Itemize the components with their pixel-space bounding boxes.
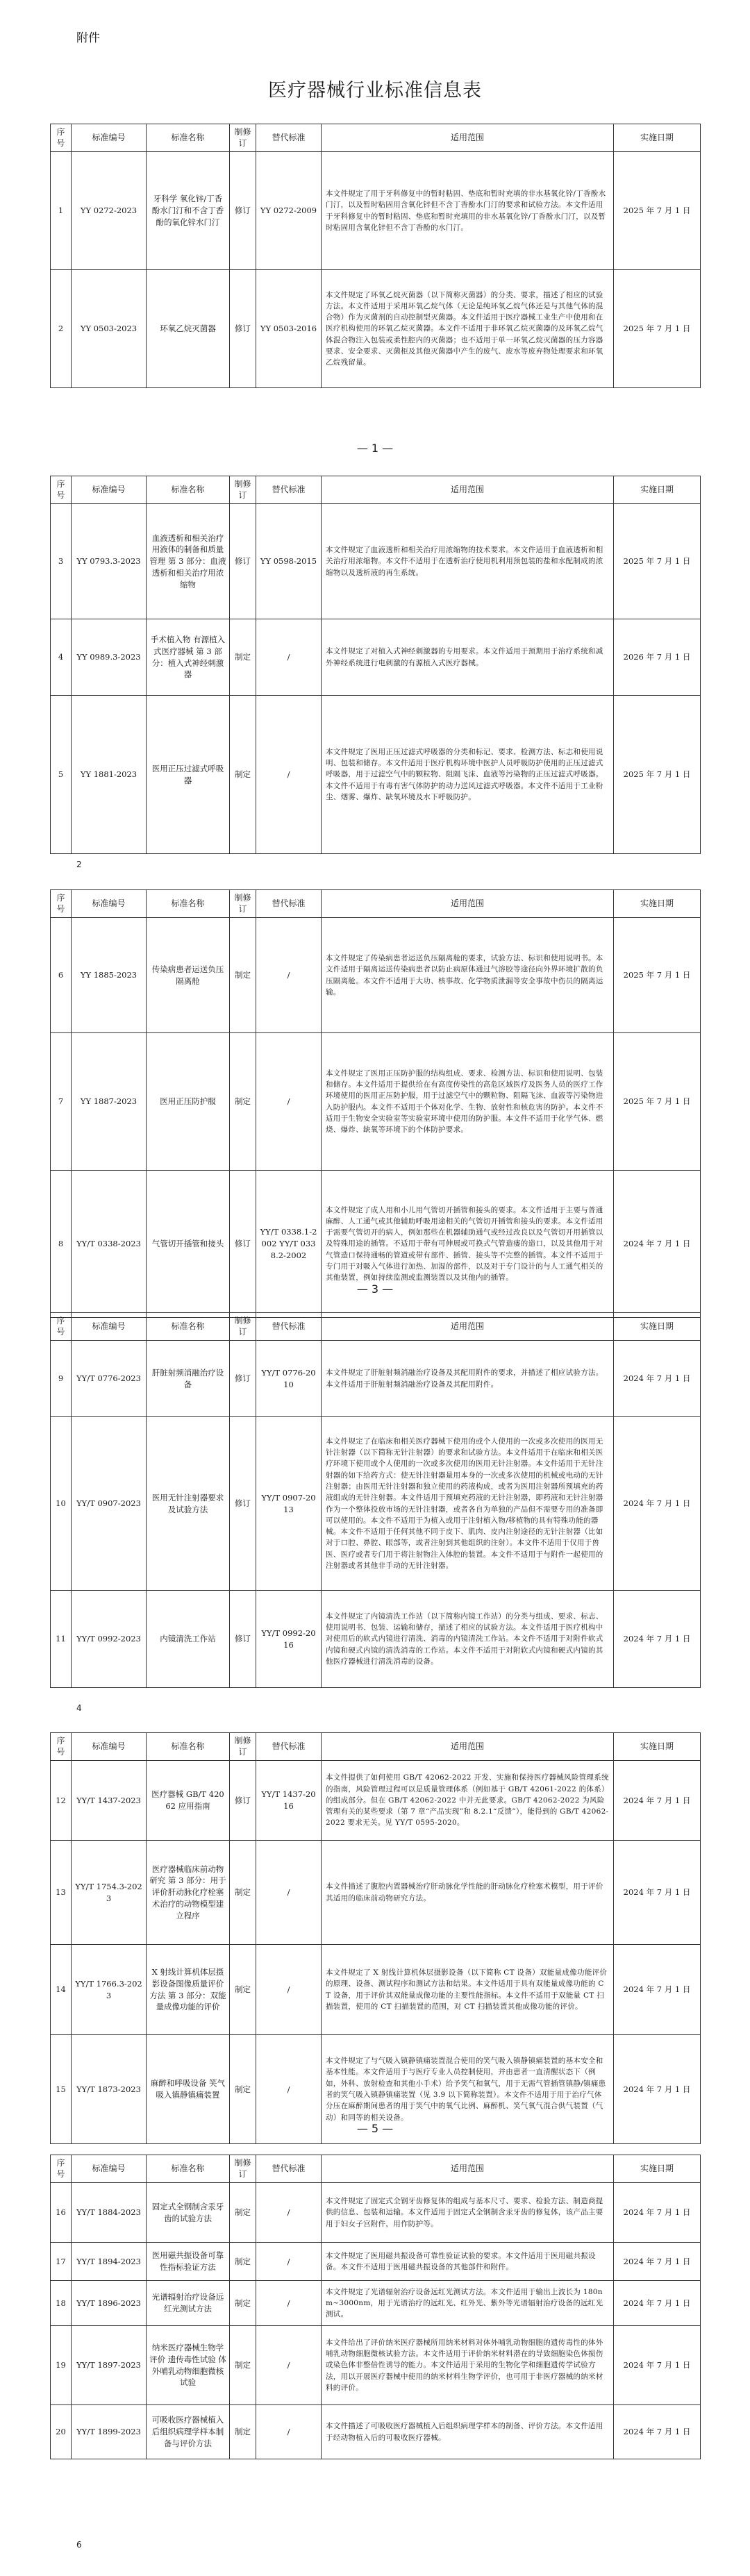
scope-text: 本文件规定了光谱辐射治疗设备远红光测试方法。本文件适用于输出上波长为 180nm~3000nm，用于光谱治疗的远红光、红外光、紫外等光谱辐射治疗设备的远红光测试。 bbox=[322, 2281, 614, 2326]
column-header: 标准编号 bbox=[72, 1733, 147, 1761]
scope-text: 本文件规定了在临床和相关医疗器械下使用的或个人使用的一次或多次使用的医用无针注射器（以下简称无针注射器）的要求和试验方法。本文件适用于在临床和相关医疗环境下使用或个人使用的一次或多次使用的医用无针注射器。本文件适用于无针注射器的如下给药方式：使无针注射器量用本身的一次或多次使用的机械或电动的无针注射器；由医用无针注射器和独立使用的药液构成，或者为医用注射器所预填充的药液组成的无针注射器。本文件适用于预填充药液的无针注射器，即药液和无针注射器作为一个整体投放市场的无针注射器，或者各自为单独的产品但不需要专用的准备即可以使用的。本文件不适用于为植入或用于注射植入物/移植物的具有特殊功能的器械。本文件不适用于任何其他不同于皮下、肌肉、皮内注射途径的无针注射器（比如对于口腔、鼻腔、眼部等，或者注射到其他组织的注射）。本文件不适用于仅用于兽医、医疗或者专门用于将注射物注入体腔的装置。本文件不适用于与附件一起使用的注射器或者其他非手动的无针注射器。 bbox=[322, 1417, 614, 1591]
effective-date: 2024 年 7 月 1 日 bbox=[614, 2183, 701, 2243]
column-header: 序号 bbox=[51, 2155, 72, 2183]
replaced-standard: / bbox=[256, 1841, 322, 1945]
row-number: 15 bbox=[51, 2035, 72, 2144]
standard-code: YY/T 1896-2023 bbox=[72, 2281, 147, 2326]
row-number: 1 bbox=[51, 152, 72, 270]
replaced-standard: YY/T 0992-2016 bbox=[256, 1591, 322, 1688]
scope-text: 本文件规定了固定式全钢牙齿修复体的组成与基本尺寸、要求、检验方法、制造商提供的信息、包装和运输。本文件适用于固定式全钢制含汞牙齿的修复体，该产品主要用于妇女子宫附件，用作防护等。 bbox=[322, 2183, 614, 2243]
revision-type: 修订 bbox=[230, 1341, 256, 1417]
standard-code: YY 1885-2023 bbox=[72, 918, 147, 1033]
revision-type: 制定 bbox=[230, 2243, 256, 2281]
replaced-standard: YY/T 0907-2013 bbox=[256, 1417, 322, 1591]
row-number: 10 bbox=[51, 1417, 72, 1591]
column-header: 标准名称 bbox=[147, 890, 230, 918]
scope-text: 本文件规定了医用磁共振设备可靠性验证试验的要求。本文件适用于医用磁共振设备。本文件不适用于医用磁共振设备的其他部件和附件。 bbox=[322, 2243, 614, 2281]
replaced-standard: YY 0272-2009 bbox=[256, 152, 322, 270]
row-number: 5 bbox=[51, 696, 72, 854]
effective-date: 2025 年 7 月 1 日 bbox=[614, 152, 701, 270]
scope-text: 本文件规定了与气吸入镇静镇痛装置混合使用的笑气吸入镇静镇痛装置的基本安全和基本性能。本文件适用于与医疗专业人员控制使用，并由患者一直清醒状态下（例如，外科、放射检查和其他小手术）给予笑气和氧气，用于无需气管插管镇静/镇痛患者的笑气吸入镇静镇痛装置（见 3.9 以下简称装置）。本文件不适用于用于治疗气体分压在麻醉期间患者的用于笑气中的氧气比例、麻醉机、笑气氧气混合供气装置（气动）和同等的相关设备。 bbox=[322, 2035, 614, 2144]
row-number: 7 bbox=[51, 1033, 72, 1171]
replaced-standard: / bbox=[256, 1033, 322, 1171]
scope-text: 本文件规定了医用正压防护服的结构组成、要求、检测方法、标识和使用说明、包装和储存。本文件适用于提供给在有高度传染性的高危区域医疗及医务人员的医疗工作环境使用的医用正压防护服，用于过滤空气中的颗粒物、阻隔飞沫、血液等污染物进入防护服内。本文件不适用于个体对化学、生物、放射性和核危害的防护。本文件不适用于生物安全实验室等实验室环境中使用的防护服。本文件不适用于化学气体、燃烧、爆炸、缺氧等环境下的个体防护要求。 bbox=[322, 1033, 614, 1171]
column-header: 制修订 bbox=[230, 124, 256, 152]
row-number: 12 bbox=[51, 1761, 72, 1841]
column-header: 适用范围 bbox=[322, 890, 614, 918]
standard-name: 医用无针注射器要求及试验方法 bbox=[147, 1417, 230, 1591]
standards-table bbox=[50, 124, 701, 388]
standard-code: YY/T 0776-2023 bbox=[72, 1341, 147, 1417]
column-header: 适用范围 bbox=[322, 124, 614, 152]
row-number: 20 bbox=[51, 2405, 72, 2459]
scope-text: 本文件规定了血液透析和相关治疗用浓缩物的技术要求。本文件适用于血液透析和相关治疗用浓缩物。本文件不适用于在透析治疗使用机利用预包装的盐和水配制成的浓缩物以及透析液的再生系统。 bbox=[322, 504, 614, 619]
column-header: 适用范围 bbox=[322, 2155, 614, 2183]
standard-name: 纳米医疗器械生物学评价 遗传毒性试验 体外哺乳动物细胞微核试验 bbox=[147, 2326, 230, 2405]
table-row bbox=[51, 2326, 701, 2405]
standard-name: X 射线计算机体层摄影设备图像质量评价方法 第 3 部分：双能量成像功能的评价 bbox=[147, 1945, 230, 2035]
standards-table bbox=[50, 1732, 701, 2144]
table-row bbox=[51, 504, 701, 619]
effective-date: 2025 年 7 月 1 日 bbox=[614, 918, 701, 1033]
effective-date: 2024 年 7 月 1 日 bbox=[614, 2326, 701, 2405]
scope-text: 本文件规定了对植入式神经刺激器的专用要求。本文件适用于预期用于治疗系统和减外神经系统进行电刺激的有源植入式医疗器械。 bbox=[322, 619, 614, 696]
revision-type: 制定 bbox=[230, 696, 256, 854]
standard-code: YY/T 1873-2023 bbox=[72, 2035, 147, 2144]
column-header: 适用范围 bbox=[322, 476, 614, 504]
effective-date: 2025 年 7 月 1 日 bbox=[614, 696, 701, 854]
table-header-row bbox=[51, 2155, 701, 2183]
column-header: 标准名称 bbox=[147, 2155, 230, 2183]
standard-code: YY/T 1899-2023 bbox=[72, 2405, 147, 2459]
standard-name: 医用正压过滤式呼吸器 bbox=[147, 696, 230, 854]
page-number: — 3 — bbox=[356, 1282, 394, 1296]
table-row bbox=[51, 2405, 701, 2459]
page-number: 2 bbox=[76, 860, 82, 869]
column-header: 序号 bbox=[51, 124, 72, 152]
replaced-standard: / bbox=[256, 2243, 322, 2281]
row-number: 14 bbox=[51, 1945, 72, 2035]
column-header: 制修订 bbox=[230, 2155, 256, 2183]
standard-code: YY/T 1894-2023 bbox=[72, 2243, 147, 2281]
standard-name: 手术植入物 有源植入式医疗器械 第 3 部分：植入式神经刺激器 bbox=[147, 619, 230, 696]
row-number: 13 bbox=[51, 1841, 72, 1945]
replaced-standard: YY/T 0776-2010 bbox=[256, 1341, 322, 1417]
standard-name: 环氧乙烷灭菌器 bbox=[147, 270, 230, 388]
standard-code: YY/T 1766.3-2023 bbox=[72, 1945, 147, 2035]
replaced-standard: / bbox=[256, 2326, 322, 2405]
table-row bbox=[51, 918, 701, 1033]
standard-name: 医疗器械 GB/T 42062 应用指南 bbox=[147, 1761, 230, 1841]
table-row bbox=[51, 1945, 701, 2035]
scope-text: 本文件规定了 X 射线计算机体层摄影设备（以下简称 CT 设备）双能量成像功能评价的原理、设备、测试程序和测试方法和结果。本文件适用于具有双能量成像功能的 CT 设备，用于评价其双能量成像功能的主要性能指标。本文件不适用于双能量 CT 扫描装置，使用的 CT 扫描装置的范围，对 CT 扫描装置其他成像功能的评价。 bbox=[322, 1945, 614, 2035]
revision-type: 制定 bbox=[230, 2326, 256, 2405]
effective-date: 2024 年 7 月 1 日 bbox=[614, 1341, 701, 1417]
revision-type: 修订 bbox=[230, 152, 256, 270]
scope-text: 本文件描述了可吸收医疗器械植入后组织病理学样本的制备、评价方法。本文件适用于经动物植入后的可吸收医疗器械。 bbox=[322, 2405, 614, 2459]
column-header: 标准编号 bbox=[72, 124, 147, 152]
replaced-standard: / bbox=[256, 918, 322, 1033]
revision-type: 修订 bbox=[230, 270, 256, 388]
scope-text: 本文件给出了评价纳米医疗器械所用纳米材料对体外哺乳动物细胞的遗传毒性的体外哺乳动物细胞微核试验方法。本文件适用于评价纳米材料潜在的导致细胞染色体损伤或染色体非整倍性诱导的能力。本文件适用于采用的生物化学和细胞遗传学试验方法，用以开展医疗器械中使用的纳米材料生物学评价，也可用于非医疗器械的纳米材料的评价。 bbox=[322, 2326, 614, 2405]
row-number: 2 bbox=[51, 270, 72, 388]
scope-text: 本文件规定了内镜清洗工作站（以下简称内镜工作站）的分类与组成、要求、标志、使用说明书、包装、运输和储存，描述了相应的试验方法。本文件适用于医疗机构中对使用后的软式内镜进行清洗、消毒的内镜清洗工作站。本文件不适用于对附件软式内镜和硬式内镜的清洗消毒的工作站。本文件不适用于对附软式内镜和硬式内镜的其他医疗器械进行清洗消毒的设备。 bbox=[322, 1591, 614, 1688]
revision-type: 修订 bbox=[230, 504, 256, 619]
standard-code: YY/T 1897-2023 bbox=[72, 2326, 147, 2405]
standard-name: 固定式全钢制含汞牙齿的试验方法 bbox=[147, 2183, 230, 2243]
column-header: 替代标准 bbox=[256, 476, 322, 504]
effective-date: 2025 年 7 月 1 日 bbox=[614, 504, 701, 619]
table-row bbox=[51, 152, 701, 270]
scope-text: 本文件规定了环氧乙烷灭菌器（以下简称灭菌器）的分类、要求，描述了相应的试验方法。本文件适用于采用环氧乙烷气体（无论是纯环氧乙烷气体还是与其他气体的混合物）作为灭菌剂的自动控制型灭菌器。本文件适用于医疗器械工业生产中使用和在医疗机构使用的环氧乙烷灭菌器。本文件不适用于非环氧乙烷灭菌器的及环氧乙烷气体混合物注入包装或柔性腔内的灭菌器；也不适用于单一环氧乙烷灭菌器的压力容器要求、安全要求、灭菌柜及其他灭菌器中产生的废气、废水等废弃物处理要求和环氧乙烷残留量。 bbox=[322, 270, 614, 388]
effective-date: 2026 年 7 月 1 日 bbox=[614, 619, 701, 696]
standards-table bbox=[50, 2155, 701, 2459]
revision-type: 制定 bbox=[230, 1841, 256, 1945]
column-header: 标准名称 bbox=[147, 1313, 230, 1341]
column-header: 实施日期 bbox=[614, 476, 701, 504]
page-number: 6 bbox=[76, 2540, 82, 2550]
effective-date: 2024 年 7 月 1 日 bbox=[614, 1945, 701, 2035]
replaced-standard: / bbox=[256, 2035, 322, 2144]
revision-type: 制定 bbox=[230, 2405, 256, 2459]
row-number: 4 bbox=[51, 619, 72, 696]
revision-type: 制定 bbox=[230, 918, 256, 1033]
replaced-standard: / bbox=[256, 696, 322, 854]
effective-date: 2025 年 7 月 1 日 bbox=[614, 270, 701, 388]
table-row bbox=[51, 270, 701, 388]
revision-type: 制定 bbox=[230, 2035, 256, 2144]
standard-name: 内镜清洗工作站 bbox=[147, 1591, 230, 1688]
standard-code: YY/T 1754.3-2023 bbox=[72, 1841, 147, 1945]
replaced-standard: YY/T 0338.1-2002 YY/T 0338.2-2002 bbox=[256, 1171, 322, 1318]
page-number: 4 bbox=[76, 1703, 82, 1713]
standard-code: YY 0503-2023 bbox=[72, 270, 147, 388]
effective-date: 2024 年 7 月 1 日 bbox=[614, 1171, 701, 1318]
standard-name: 血液透析和相关治疗用液体的制备和质量管理 第 3 部分：血液透析和相关治疗用浓缩物 bbox=[147, 504, 230, 619]
column-header: 标准名称 bbox=[147, 1733, 230, 1761]
column-header: 序号 bbox=[51, 890, 72, 918]
standard-code: YY 1881-2023 bbox=[72, 696, 147, 854]
row-number: 3 bbox=[51, 504, 72, 619]
column-header: 替代标准 bbox=[256, 1733, 322, 1761]
standard-name: 传染病患者运送负压隔离舱 bbox=[147, 918, 230, 1033]
table-row bbox=[51, 696, 701, 854]
table-row bbox=[51, 1761, 701, 1841]
effective-date: 2024 年 7 月 1 日 bbox=[614, 2035, 701, 2144]
attachment-label: 附件 bbox=[76, 31, 100, 45]
scope-text: 本文件规定了医用正压过滤式呼吸器的分类和标记、要求、检测方法、标志和使用说明、包装和储存。本文件适用于医疗机构环境中医护人员呼吸防护使用的正压过滤式呼吸器，用于过滤空气中的颗粒物、阻隔飞沫、血液等污染物的正压过滤式呼吸器。本文件不适用于有毒有害气体防护的动力送风过滤式呼吸器。本文件不适用于工业粉尘、烟雾、爆炸、缺氧环境及水下呼吸防护。 bbox=[322, 696, 614, 854]
table-header-row bbox=[51, 890, 701, 918]
standard-name: 牙科学 氧化锌/丁香酚水门汀和不含丁香酚的氧化锌水门汀 bbox=[147, 152, 230, 270]
effective-date: 2024 年 7 月 1 日 bbox=[614, 2243, 701, 2281]
column-header: 标准编号 bbox=[72, 890, 147, 918]
table-row bbox=[51, 1341, 701, 1417]
column-header: 适用范围 bbox=[322, 1313, 614, 1341]
column-header: 替代标准 bbox=[256, 2155, 322, 2183]
column-header: 实施日期 bbox=[614, 1733, 701, 1761]
column-header: 序号 bbox=[51, 476, 72, 504]
replaced-standard: YY 0503-2016 bbox=[256, 270, 322, 388]
column-header: 适用范围 bbox=[322, 1733, 614, 1761]
replaced-standard: / bbox=[256, 2405, 322, 2459]
column-header: 替代标准 bbox=[256, 124, 322, 152]
column-header: 实施日期 bbox=[614, 890, 701, 918]
standard-code: YY/T 1437-2023 bbox=[72, 1761, 147, 1841]
effective-date: 2025 年 7 月 1 日 bbox=[614, 1033, 701, 1171]
column-header: 标准名称 bbox=[147, 124, 230, 152]
revision-type: 修订 bbox=[230, 1761, 256, 1841]
column-header: 替代标准 bbox=[256, 890, 322, 918]
page-number: — 5 — bbox=[356, 2122, 394, 2135]
row-number: 17 bbox=[51, 2243, 72, 2281]
row-number: 16 bbox=[51, 2183, 72, 2243]
standard-code: YY/T 1884-2023 bbox=[72, 2183, 147, 2243]
standard-code: YY 0989.3-2023 bbox=[72, 619, 147, 696]
table-header-row bbox=[51, 1313, 701, 1341]
table-row bbox=[51, 1841, 701, 1945]
replaced-standard: / bbox=[256, 2281, 322, 2326]
column-header: 标准编号 bbox=[72, 476, 147, 504]
standard-code: YY 0793.3-2023 bbox=[72, 504, 147, 619]
revision-type: 制定 bbox=[230, 2281, 256, 2326]
standard-code: YY 0272-2023 bbox=[72, 152, 147, 270]
column-header: 替代标准 bbox=[256, 1313, 322, 1341]
replaced-standard: / bbox=[256, 619, 322, 696]
standard-name: 可吸收医疗器械植入后组织病理学样本制备与评价方法 bbox=[147, 2405, 230, 2459]
row-number: 6 bbox=[51, 918, 72, 1033]
standard-name: 医用正压防护服 bbox=[147, 1033, 230, 1171]
standard-name: 肝脏射频消融治疗设备 bbox=[147, 1341, 230, 1417]
table-header-row bbox=[51, 124, 701, 152]
scope-text: 本文件规定了传染病患者运送负压隔离舱的要求，试验方法、标识和使用说明书。本文件适用于隔离运送传染病患者以防止病原体通过气溶胶等途径向外界环境扩散的负压隔离舱。本文件不适用于大功、核事故、化学物质泄漏等安全事故中伤员的隔离运输。 bbox=[322, 918, 614, 1033]
scope-text: 本文件规定了肝脏射频消融治疗设备及其配用附件的要求，并描述了相应试验方法。本文件适用于肝脏射频消融治疗设备及其配用附件。 bbox=[322, 1341, 614, 1417]
revision-type: 修订 bbox=[230, 1171, 256, 1318]
scope-text: 本文件规定了成人用和小儿用气管切开插管和接头的要求。本文件适用于主要与普通麻醉、人工通气或其他辅助呼吸用途相关的气管切开插管和接头的要求。本文件适用于需要气管切开的病人，例如那些在机器辅助通气或经过改良以及气管切开用插管以及特殊用途的插管。不适用于带有可伸展或可换式气管造瘘的造口，以及其他用于对气管造口保持通畅的管道或带有部件、插管、接头等不完整的插管。本文件不适用于专门用于对吸入气体进行加热、加湿的部件，以及对于专门设计的与人工通气相关的其他装置，例如持续监测或监测装置以及其他内的插管。 bbox=[322, 1171, 614, 1318]
standard-code: YY 1887-2023 bbox=[72, 1033, 147, 1171]
table-row bbox=[51, 1033, 701, 1171]
table-row bbox=[51, 1417, 701, 1591]
revision-type: 制定 bbox=[230, 2183, 256, 2243]
standard-code: YY/T 0907-2023 bbox=[72, 1417, 147, 1591]
scope-text: 本文件提供了如何使用 GB/T 42062-2022 开发、实施和保持医疗器械风险管理系统的指南，风险管理过程可以是质量管理体系（例如基于 GB/T 42061-2022 的体系）的组成部分。但在 GB/T 42062-2022 中并无此要求。GB/T 42062-2022 为风险管理有关的某些要求（第 7 章“产品实现”和 8.2.1“反馈”），能得到的 GB/T 42062-2022 要求无关。见 YY/T 0595-2020。 bbox=[322, 1761, 614, 1841]
table-row bbox=[51, 2243, 701, 2281]
replaced-standard: / bbox=[256, 1945, 322, 2035]
standard-name: 医用磁共振设备可靠性指标验证方法 bbox=[147, 2243, 230, 2281]
standard-name: 气管切开插管和接头 bbox=[147, 1171, 230, 1318]
row-number: 11 bbox=[51, 1591, 72, 1688]
column-header: 制修订 bbox=[230, 890, 256, 918]
column-header: 实施日期 bbox=[614, 2155, 701, 2183]
revision-type: 修订 bbox=[230, 1417, 256, 1591]
column-header: 实施日期 bbox=[614, 124, 701, 152]
column-header: 制修订 bbox=[230, 1313, 256, 1341]
effective-date: 2024 年 7 月 1 日 bbox=[614, 1591, 701, 1688]
column-header: 序号 bbox=[51, 1733, 72, 1761]
row-number: 8 bbox=[51, 1171, 72, 1318]
effective-date: 2024 年 7 月 1 日 bbox=[614, 1417, 701, 1591]
column-header: 标准编号 bbox=[72, 2155, 147, 2183]
document-title: 医疗器械行业标准信息表 bbox=[268, 80, 482, 101]
table-row bbox=[51, 2281, 701, 2326]
revision-type: 制定 bbox=[230, 619, 256, 696]
standards-table bbox=[50, 889, 701, 1318]
table-row bbox=[51, 619, 701, 696]
revision-type: 制定 bbox=[230, 1945, 256, 2035]
column-header: 实施日期 bbox=[614, 1313, 701, 1341]
table-row bbox=[51, 2183, 701, 2243]
column-header: 标准编号 bbox=[72, 1313, 147, 1341]
effective-date: 2024 年 7 月 1 日 bbox=[614, 2405, 701, 2459]
scope-text: 本文件规定了用于牙科修复中的暂时粘固、垫底和暂时充填的非水基氧化锌/丁香酚水门汀，以及暂时粘固用含氧化锌但不含丁香酚水门汀的要求和试验方法。本文件适用于牙科修复中的暂时粘固、垫底和暂时充填用的非水基氧化锌/丁香酚水门汀，以及暂时粘固用含氧化锌但不含丁香酚的水门汀。 bbox=[322, 152, 614, 270]
column-header: 制修订 bbox=[230, 1733, 256, 1761]
standard-code: YY/T 0338-2023 bbox=[72, 1171, 147, 1318]
standards-table bbox=[50, 476, 701, 854]
row-number: 19 bbox=[51, 2326, 72, 2405]
effective-date: 2024 年 7 月 1 日 bbox=[614, 2281, 701, 2326]
replaced-standard: / bbox=[256, 2183, 322, 2243]
revision-type: 修订 bbox=[230, 1591, 256, 1688]
standards-table bbox=[50, 1312, 701, 1688]
scope-text: 本文件描述了腹腔内置器械治疗肝动脉化学性能的肝动脉化疗栓塞术模型，用于评价其适用的临床前动物研究方法。 bbox=[322, 1841, 614, 1945]
table-header-row bbox=[51, 476, 701, 504]
table-header-row bbox=[51, 1733, 701, 1761]
effective-date: 2024 年 7 月 1 日 bbox=[614, 1761, 701, 1841]
replaced-standard: YY/T 1437-2016 bbox=[256, 1761, 322, 1841]
row-number: 9 bbox=[51, 1341, 72, 1417]
row-number: 18 bbox=[51, 2281, 72, 2326]
standard-name: 光谱辐射治疗设备远红光测试方法 bbox=[147, 2281, 230, 2326]
revision-type: 制定 bbox=[230, 1033, 256, 1171]
column-header: 制修订 bbox=[230, 476, 256, 504]
table-row bbox=[51, 1591, 701, 1688]
standard-name: 麻醉和呼吸设备 笑气吸入镇静镇痛装置 bbox=[147, 2035, 230, 2144]
standard-code: YY/T 0992-2023 bbox=[72, 1591, 147, 1688]
column-header: 标准名称 bbox=[147, 476, 230, 504]
standard-name: 医疗器械临床前动物研究 第 3 部分：用于评价肝动脉化疗栓塞术治疗的动物模型建立程序 bbox=[147, 1841, 230, 1945]
effective-date: 2024 年 7 月 1 日 bbox=[614, 1841, 701, 1945]
page-number: — 1 — bbox=[356, 442, 394, 455]
replaced-standard: YY 0598-2015 bbox=[256, 504, 322, 619]
column-header: 序号 bbox=[51, 1313, 72, 1341]
